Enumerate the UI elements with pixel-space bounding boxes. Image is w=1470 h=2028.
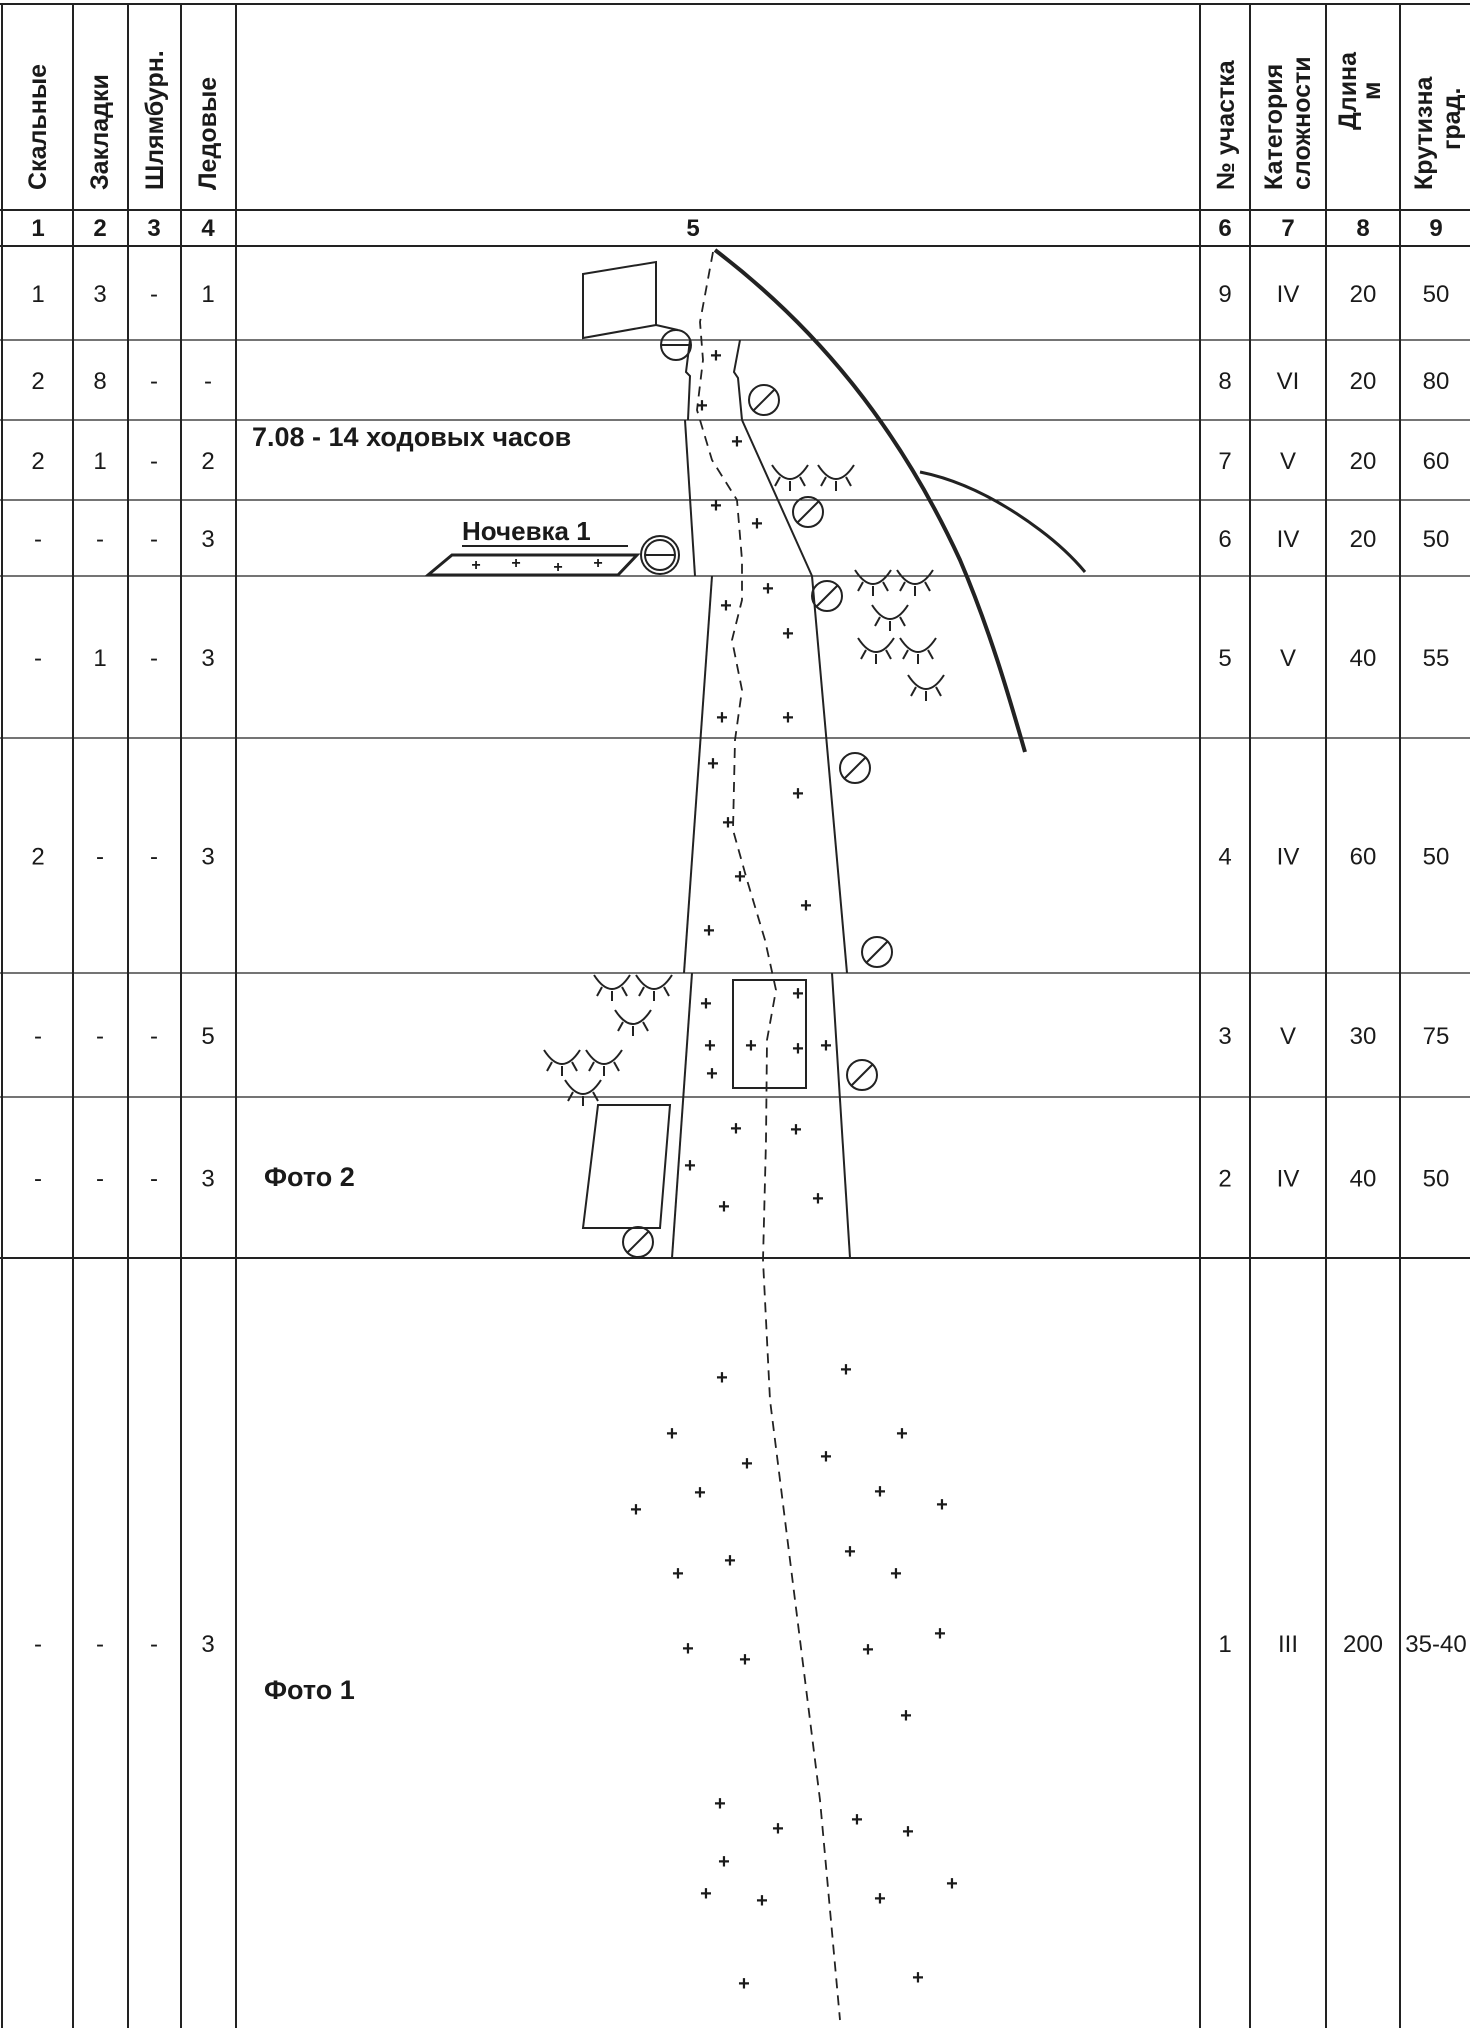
snow-plus-icon: + <box>710 495 722 517</box>
snow-plus-icon: + <box>934 1623 946 1645</box>
cell-steepness: 60 <box>1422 448 1450 475</box>
cell-rock: 2 <box>31 368 45 395</box>
cell-length: 200 <box>1342 1631 1384 1658</box>
snow-plus-icon: + <box>792 1038 804 1060</box>
cell-category: III <box>1277 1631 1299 1658</box>
cell-ice: 5 <box>201 1023 215 1050</box>
cell-steepness: 75 <box>1422 1023 1450 1050</box>
crevasse-icon <box>636 975 672 1001</box>
snow-plus-icon: + <box>731 431 743 453</box>
cell-ice: 3 <box>201 1631 215 1658</box>
ridge-line <box>715 250 1025 752</box>
snow-marks <box>471 345 958 1995</box>
cell-steepness: 50 <box>1422 843 1450 871</box>
header-bolts: Шлямбурн. <box>141 50 169 190</box>
crevasse-icon <box>544 1050 580 1076</box>
photo1-label: Фото 1 <box>264 1675 355 1705</box>
snow-plus-icon: + <box>851 1809 863 1831</box>
cell-category: IV <box>1276 526 1300 553</box>
cell-rock: - <box>34 1631 42 1658</box>
col-num-3: 3 <box>147 215 161 242</box>
cell-bolts: - <box>150 1165 158 1193</box>
snow-plus-icon: + <box>902 1821 914 1843</box>
cell-ice: 3 <box>201 526 215 553</box>
snow-plus-icon: + <box>946 1873 958 1895</box>
header-category-l2: сложности <box>1288 56 1316 190</box>
ice-screw-icon <box>862 937 892 967</box>
header-rock: Скальные <box>24 63 52 190</box>
snow-plus-icon: + <box>714 1793 726 1815</box>
snow-plus-icon: + <box>782 707 794 729</box>
col-num-2: 2 <box>93 215 107 242</box>
header-steep-l2: град. <box>1438 87 1466 150</box>
snow-plus-icon: + <box>724 1550 736 1572</box>
header-steep-l1: Крутизна <box>1410 76 1438 190</box>
cell-steepness: 55 <box>1422 645 1450 672</box>
photo-frame-2 <box>583 1105 670 1228</box>
snow-plus-icon: + <box>703 920 715 942</box>
header-length-l1: Длина <box>1334 51 1362 130</box>
cell-length: 20 <box>1349 368 1377 395</box>
ice-screw-icon <box>749 385 779 415</box>
cell-nuts: 1 <box>93 448 107 475</box>
cell-length: 20 <box>1349 281 1377 308</box>
cell-category: IV <box>1276 1165 1300 1193</box>
snow-plus-icon: + <box>812 1188 824 1210</box>
snow-plus-icon: + <box>707 753 719 775</box>
header-ice: Ледовые <box>194 76 222 190</box>
cell-steepness: 50 <box>1422 281 1450 308</box>
snow-plus-icon: + <box>762 578 774 600</box>
cell-category: V <box>1279 448 1297 475</box>
couloir-walls <box>672 340 850 1258</box>
bivouac-platform <box>428 555 637 575</box>
snow-plus-icon: + <box>792 783 804 805</box>
cell-length: 30 <box>1349 1023 1377 1050</box>
snow-plus-icon: + <box>710 345 722 367</box>
snow-plus-icon: + <box>696 395 708 417</box>
snow-plus-icon: + <box>874 1888 886 1910</box>
cell-category: IV <box>1276 281 1300 308</box>
cell-ice: 3 <box>201 645 215 672</box>
cell-bolts: - <box>150 1023 158 1050</box>
cell-rock: 2 <box>31 448 45 475</box>
snow-plus-icon: + <box>722 812 734 834</box>
snow-plus-icon: + <box>630 1499 642 1521</box>
snow-plus-icon: + <box>704 1035 716 1057</box>
snow-plus-icon: + <box>471 557 481 574</box>
snow-plus-icon: + <box>782 623 794 645</box>
crevasse-icon <box>565 1080 601 1106</box>
snow-plus-icon: + <box>730 1118 742 1140</box>
cell-rock: - <box>34 645 42 672</box>
snow-plus-icon: + <box>511 555 521 572</box>
col-num-8: 8 <box>1356 215 1370 242</box>
bivouac-label: Ночевка 1 <box>462 516 591 546</box>
crevasse-icon <box>818 465 854 491</box>
col-num-1: 1 <box>31 215 45 242</box>
cell-section: 2 <box>1218 1165 1232 1193</box>
snow-plus-icon: + <box>716 707 728 729</box>
annotations <box>252 422 628 1705</box>
cell-steepness: 80 <box>1422 368 1450 395</box>
cell-length: 20 <box>1349 526 1377 553</box>
ice-screw-icon <box>812 581 842 611</box>
cell-steepness: 50 <box>1422 526 1450 553</box>
header-length-l2: м <box>1358 81 1386 100</box>
crevasse-icon <box>872 605 908 631</box>
snow-plus-icon: + <box>553 559 563 576</box>
cell-section: 4 <box>1218 843 1232 871</box>
snow-plus-icon: + <box>593 555 603 572</box>
cell-rock: 2 <box>31 843 45 871</box>
snow-plus-icon: + <box>936 1494 948 1516</box>
snow-plus-icon: + <box>772 1818 784 1840</box>
snow-plus-icon: + <box>718 1196 730 1218</box>
snow-plus-icon: + <box>820 1035 832 1057</box>
time-note: 7.08 - 14 ходовых часов <box>252 422 572 452</box>
cell-rock: - <box>34 526 42 553</box>
cell-length: 40 <box>1349 645 1377 672</box>
snow-plus-icon: + <box>700 993 712 1015</box>
cell-rock: - <box>34 1165 42 1193</box>
col-num-4: 4 <box>201 215 215 242</box>
snow-plus-icon: + <box>741 1453 753 1475</box>
cell-nuts: - <box>96 843 104 871</box>
header-category-l1: Категория <box>1260 63 1288 190</box>
snow-plus-icon: + <box>706 1063 718 1085</box>
snow-plus-icon: + <box>896 1423 908 1445</box>
cell-rock: - <box>34 1023 42 1050</box>
cell-ice: 3 <box>201 1165 215 1193</box>
cell-bolts: - <box>150 1631 158 1658</box>
crevasse-icon <box>586 1050 622 1076</box>
cell-nuts: - <box>96 1165 104 1193</box>
cell-bolts: - <box>150 645 158 672</box>
snow-plus-icon: + <box>700 1883 712 1905</box>
snow-plus-icon: + <box>739 1649 751 1671</box>
cell-steepness: 35-40 <box>1405 1631 1467 1658</box>
snow-plus-icon: + <box>890 1563 902 1585</box>
cell-section: 6 <box>1218 526 1232 553</box>
crevasse-icon <box>594 975 630 1001</box>
snow-plus-icon: + <box>862 1639 874 1661</box>
crevasse-icon <box>615 1010 651 1036</box>
col-num-5: 5 <box>686 215 700 242</box>
cell-section: 9 <box>1218 281 1232 308</box>
snow-plus-icon: + <box>820 1446 832 1468</box>
cell-ice: 1 <box>201 281 215 308</box>
cell-category: V <box>1279 645 1297 672</box>
snow-plus-icon: + <box>745 1035 757 1057</box>
cell-nuts: - <box>96 1631 104 1658</box>
ice-screw-icon <box>793 497 823 527</box>
snow-plus-icon: + <box>720 595 732 617</box>
col-num-9: 9 <box>1429 215 1443 242</box>
cell-length: 40 <box>1349 1165 1377 1193</box>
cell-category: IV <box>1276 843 1300 871</box>
snow-plus-icon: + <box>912 1967 924 1989</box>
photo2-label: Фото 2 <box>264 1162 355 1192</box>
snow-plus-icon: + <box>790 1119 802 1141</box>
cell-section: 7 <box>1218 448 1232 475</box>
cell-rock: 1 <box>31 281 45 308</box>
cell-nuts: - <box>96 526 104 553</box>
cell-bolts: - <box>150 448 158 475</box>
cell-section: 1 <box>1218 1631 1232 1658</box>
header-nuts: Закладки <box>86 74 114 190</box>
snow-plus-icon: + <box>684 1155 696 1177</box>
cell-bolts: - <box>150 526 158 553</box>
cell-section: 8 <box>1218 368 1232 395</box>
snow-plus-icon: + <box>792 983 804 1005</box>
crevasse-symbols <box>544 465 944 1106</box>
snow-plus-icon: + <box>844 1541 856 1563</box>
col-num-6: 6 <box>1218 215 1232 242</box>
cell-bolts: - <box>150 368 158 395</box>
ice-screw-icon <box>847 1060 877 1090</box>
cell-nuts: 3 <box>93 281 107 308</box>
header-numbers <box>31 215 1442 242</box>
cell-steepness: 50 <box>1422 1165 1450 1193</box>
crevasse-icon <box>772 465 808 491</box>
cell-length: 60 <box>1349 843 1377 871</box>
snow-plus-icon: + <box>666 1423 678 1445</box>
snow-plus-icon: + <box>694 1482 706 1504</box>
ice-screw-icon <box>623 1227 653 1257</box>
crevasse-icon <box>897 570 933 596</box>
cell-nuts: 1 <box>93 645 107 672</box>
snow-plus-icon: + <box>672 1563 684 1585</box>
crevasse-icon <box>858 638 894 664</box>
snow-plus-icon: + <box>800 895 812 917</box>
cell-bolts: - <box>150 843 158 871</box>
snow-plus-icon: + <box>716 1367 728 1389</box>
cell-length: 20 <box>1349 448 1377 475</box>
cell-section: 5 <box>1218 645 1232 672</box>
snow-plus-icon: + <box>718 1851 730 1873</box>
cell-category: V <box>1279 1023 1297 1050</box>
table-rows <box>31 281 1466 1658</box>
ice-screw-icon <box>840 753 870 783</box>
snow-plus-icon: + <box>734 866 746 888</box>
cell-ice: - <box>204 368 212 395</box>
snow-plus-icon: + <box>756 1890 768 1912</box>
cell-bolts: - <box>150 281 158 308</box>
side-ridge-line <box>920 472 1085 572</box>
snow-plus-icon: + <box>682 1638 694 1660</box>
crevasse-icon <box>855 570 891 596</box>
header-section-no: № участка <box>1212 60 1240 190</box>
cell-nuts: 8 <box>93 368 107 395</box>
rock-anchor-icon <box>641 536 679 574</box>
cell-section: 3 <box>1218 1023 1232 1050</box>
photo-frame-top <box>583 262 656 338</box>
snow-plus-icon: + <box>874 1481 886 1503</box>
snow-plus-icon: + <box>751 513 763 535</box>
route-line <box>697 252 840 2020</box>
col-num-7: 7 <box>1281 215 1295 242</box>
snow-plus-icon: + <box>738 1973 750 1995</box>
crevasse-icon <box>900 638 936 664</box>
cell-category: VI <box>1276 368 1300 395</box>
table-grid <box>0 4 1470 2028</box>
rock-anchor-icon <box>661 330 691 360</box>
snow-plus-icon: + <box>840 1359 852 1381</box>
cell-ice: 3 <box>201 843 215 871</box>
crevasse-icon <box>908 675 944 701</box>
cell-ice: 2 <box>201 448 215 475</box>
cell-nuts: - <box>96 1023 104 1050</box>
snow-plus-icon: + <box>900 1705 912 1727</box>
